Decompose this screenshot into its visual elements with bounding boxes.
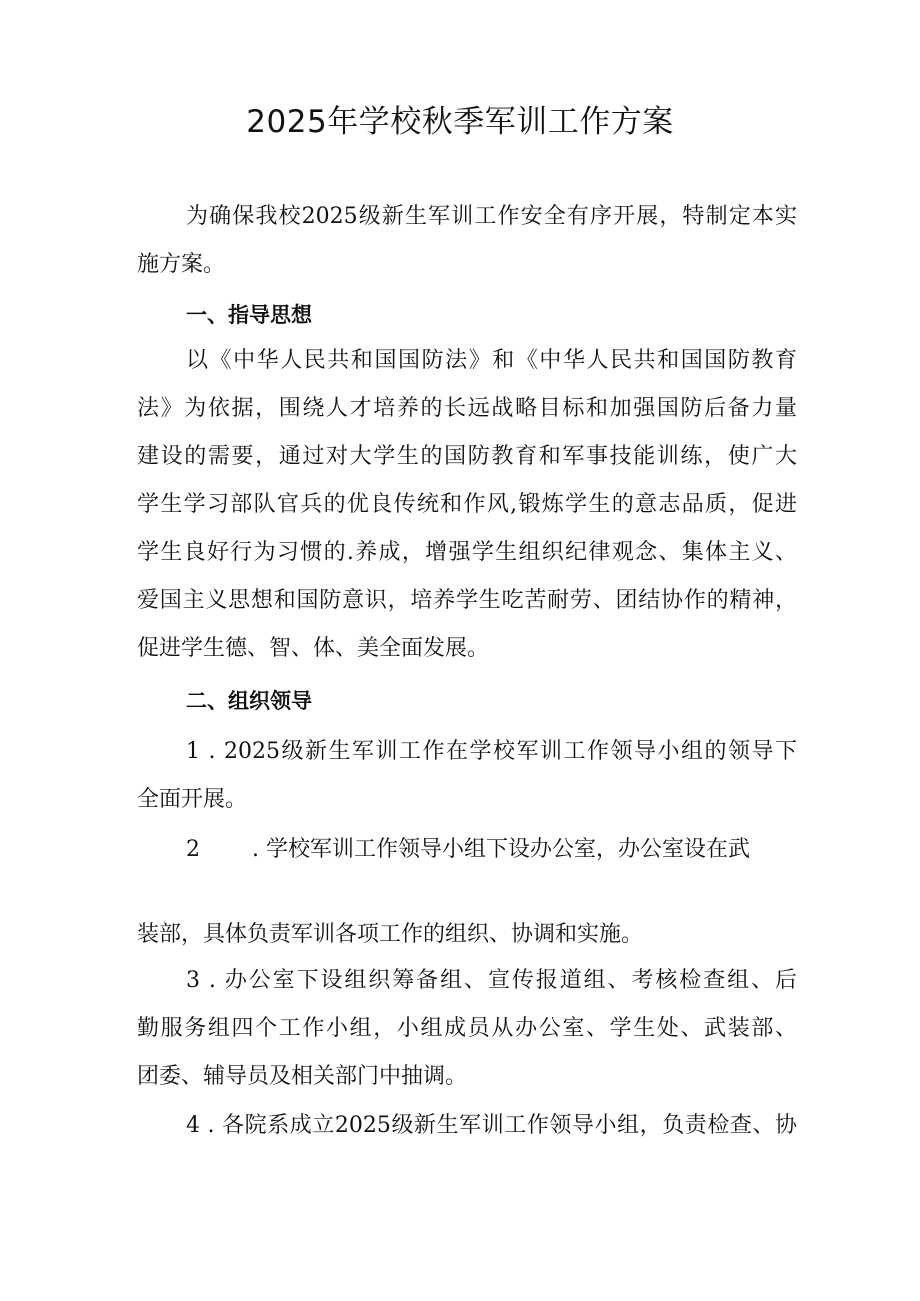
intro-paragraph [137,193,797,289]
guiding-ideology-paragraph [137,337,797,673]
section-heading-organization: 二、组织领导 [186,689,312,713]
intro-line-2: 施方案。 [137,252,226,277]
paragraph-line: 1 . 2025级新生军训工作在学校军训工作领导小组的领导下 [186,739,797,764]
paragraph-line: 团委、辅导员及相关部门中抽调。 [137,1064,468,1089]
paragraph-line: 全面开展。 [137,787,248,812]
paragraph-line: 爱国主义思想和国防意识，培养学生吃苦耐劳、团结协作的精神， [137,588,797,613]
org-item-2-first-line [137,826,797,874]
org-item-1 [137,728,797,824]
paragraph-line: 以《中华人民共和国国防法》和《中华人民共和国国防教育 [186,348,797,373]
item-number: 2 [186,837,200,862]
paragraph-line: 勤服务组四个工作小组，小组成员从办公室、学生处、武装部、 [137,1016,797,1041]
paragraph-line [137,826,797,874]
paragraph-line: 法》为依据，围绕人才培养的长远战略目标和加强国防后备力量 [137,396,797,421]
paragraph-line: 促进学生德、智、体、美全面发展。 [137,636,490,661]
org-item-2-second-line [137,911,797,959]
paragraph-line: 3 . 办公室下设组织筹备组、宣传报道组、考核检查组、后 [186,968,797,993]
paragraph-line: 建设的需要，通过对大学生的国防教育和军事技能训练，使广大 [137,444,797,469]
intro-line-1: 为确保我校2025级新生军训工作安全有序开展，特制定本实 [186,204,797,229]
paragraph-line: 学生学习部队官兵的优良传统和作风,锻炼学生的意志品质，促进 [137,492,797,517]
paragraph-line: 4 . 各院系成立2025级新生军训工作领导小组，负责检查、协 [186,1113,797,1138]
section-heading-guiding-ideology: 一、指导思想 [186,303,312,327]
org-item-3 [137,957,797,1101]
item-text: . 学校军训工作领导小组下设办公室，办公室设在武 [252,837,750,862]
paragraph-line: 学生良好行为习惯的.养成，增强学生组织纪律观念、集体主义、 [137,540,797,565]
document-title: 2025年学校秋季军训工作方案 [246,104,674,140]
paragraph-line: 装部，具体负责军训各项工作的组织、协调和实施。 [137,922,644,947]
org-item-4 [137,1102,797,1150]
